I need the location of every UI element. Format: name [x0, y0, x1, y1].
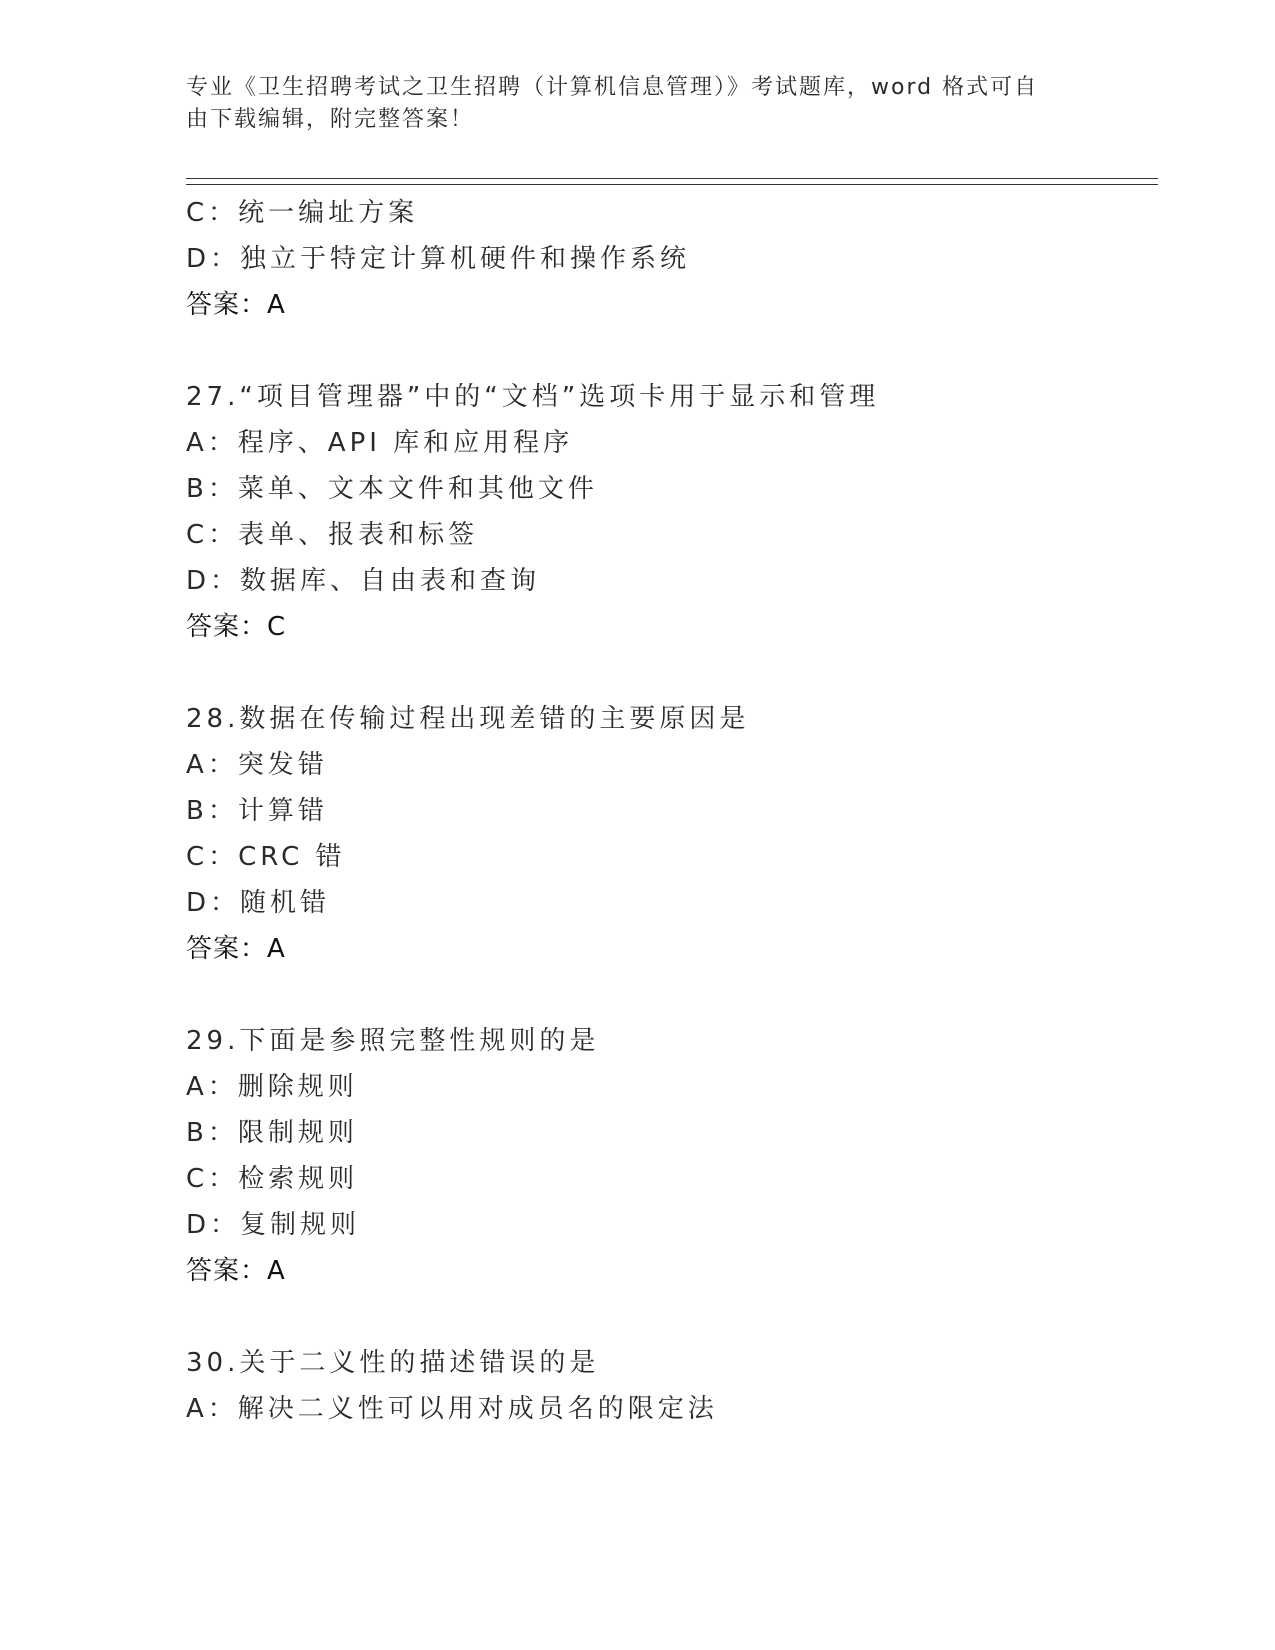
answer: 答案：C: [186, 612, 287, 642]
option-a: A：删除规则: [186, 1072, 358, 1102]
option-b: B：菜单、文本文件和其他文件: [186, 474, 598, 504]
option-b: B：限制规则: [186, 1118, 358, 1148]
header-line-2: 由下载编辑，附完整答案！: [186, 107, 475, 132]
option-a: A：解决二义性可以用对成员名的限定法: [186, 1394, 718, 1424]
option-d: D：随机错: [186, 888, 331, 918]
header-divider-top: [186, 178, 1158, 179]
answer: 答案：A: [186, 934, 286, 964]
question-stem: 29.下面是参照完整性规则的是: [186, 1026, 600, 1056]
option-c: C：CRC 错: [186, 842, 346, 872]
option-b: B：计算错: [186, 796, 328, 826]
header-line-1: 专业《卫生招聘考试之卫生招聘（计算机信息管理）》考试题库，word 格式可自: [186, 75, 1039, 100]
option-d: D：独立于特定计算机硬件和操作系统: [186, 244, 691, 274]
question-stem: 28.数据在传输过程出现差错的主要原因是: [186, 704, 750, 734]
option-a: A：程序、API 库和应用程序: [186, 428, 574, 458]
answer: 答案：A: [186, 290, 286, 320]
question-stem: 30.关于二义性的描述错误的是: [186, 1348, 600, 1378]
option-c: C：统一编址方案: [186, 198, 419, 228]
document-header: [186, 72, 1066, 136]
header-divider-bottom: [186, 184, 1158, 185]
option-c: C：表单、报表和标签: [186, 520, 479, 550]
option-d: D：数据库、自由表和查询: [186, 566, 541, 596]
question-stem: 27.“项目管理器”中的“文档”选项卡用于显示和管理: [186, 382, 880, 412]
answer: 答案：A: [186, 1256, 286, 1286]
option-a: A：突发错: [186, 750, 328, 780]
option-d: D：复制规则: [186, 1210, 361, 1240]
question-list: [186, 190, 1146, 1432]
option-c: C：检索规则: [186, 1164, 359, 1194]
